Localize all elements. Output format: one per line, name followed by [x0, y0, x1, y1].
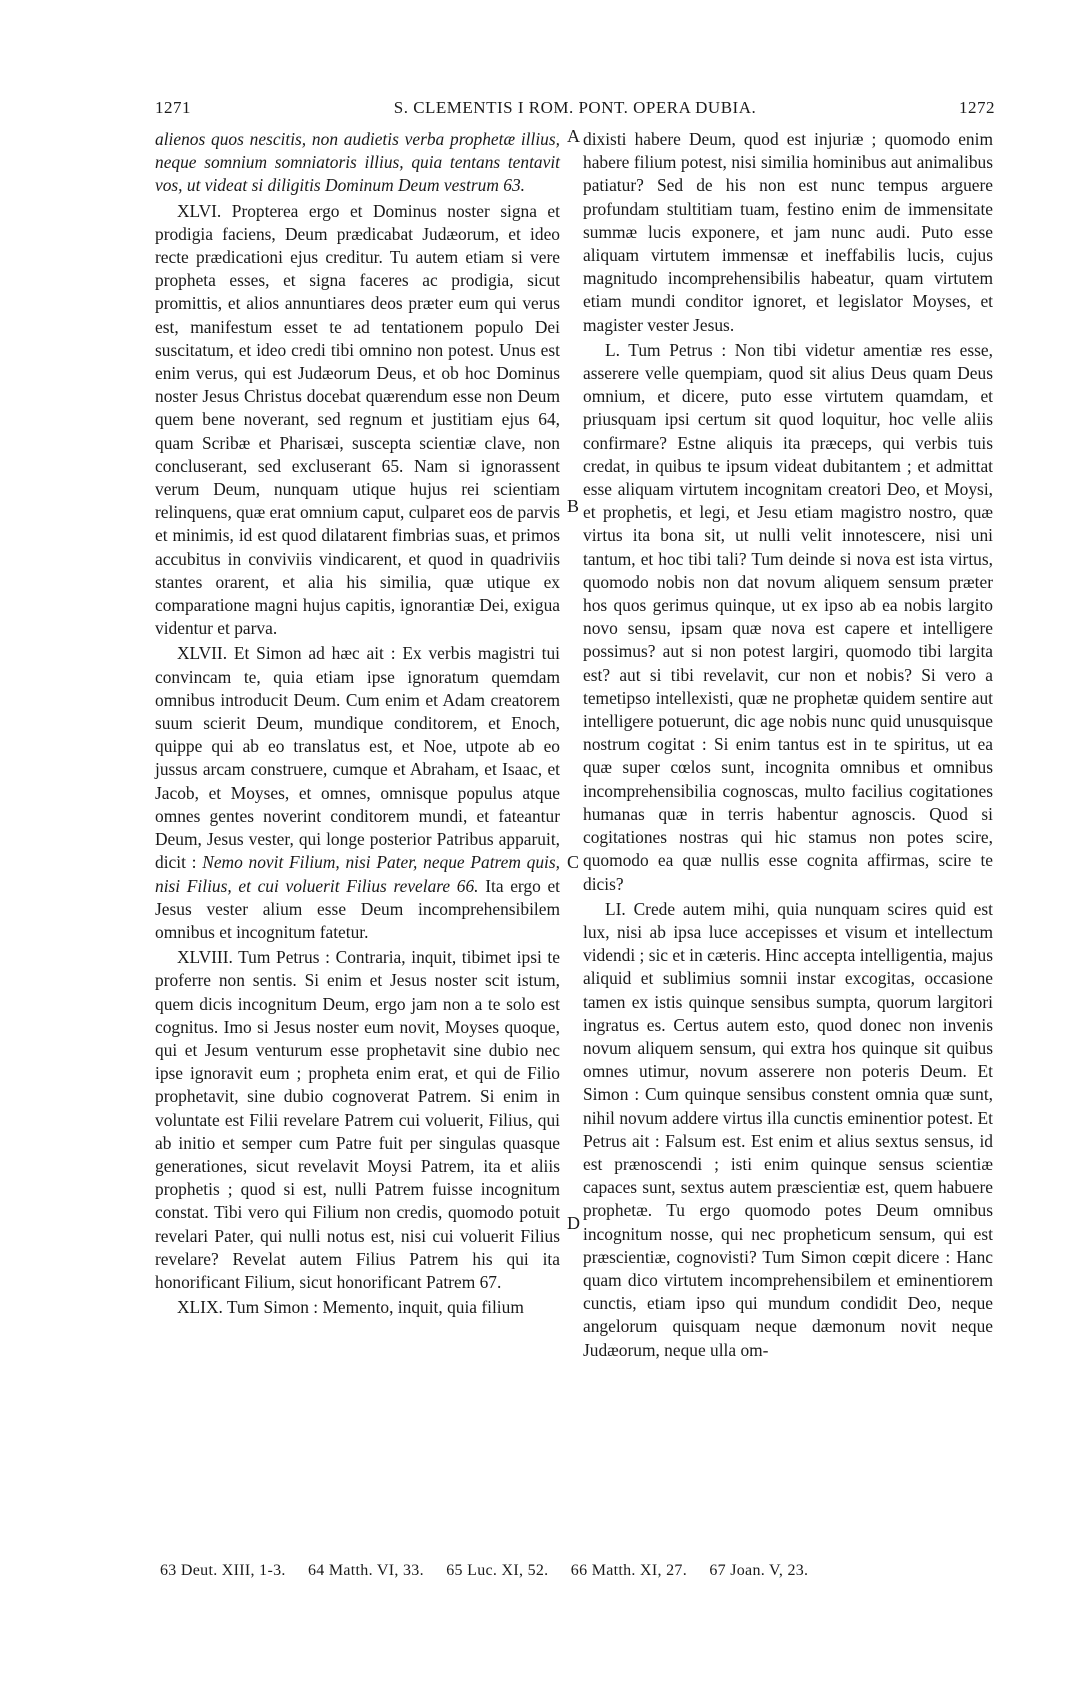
left-paragraph-xlix: XLIX. Tum Simon : Memento, inquit, quia filium — [177, 1297, 524, 1318]
footnote-63: 63 Deut. XIII, 1-3. — [160, 1562, 286, 1579]
left-paragraph-0: alienos quos nescitis, non audietis verba prophetæ illius, neque somnium somniatoris illius, quia tentans tentavit vos, ut videat si diligitis Dominum Deum vestrum 63. — [155, 129, 560, 196]
footnotes — [160, 1562, 1000, 1580]
running-header — [155, 98, 995, 124]
column-marker-c: C — [567, 852, 580, 872]
left-paragraph-xlvii-quote: Nemo novit Filium, nisi Pater, neque Patrem quis, nisi Filius, et cui voluerit Filius revelare 66. — [155, 852, 560, 896]
right-paragraph-l: L. Tum Petrus : Non tibi videtur amentiæ res esse, asserere velle quempiam, quod sit alius Deus quam Deus omnium, et dicere, puto esse virtutem quamdam, et priusquam ipsi certum sit quod loquitur, hoc velle aliis confirmare? Estne aliquis ita præceps, qui verbis tuis credat, in quibus te ipsum videat dubitantem ; et admittat esse aliquam virtutem incognitam creatori Deo, et Moysi, et prophetis, et legi, et Jesu etiam magistro nostro, quæ virtus ita bona sit, ut nulli velit innotescere, nisi uni tantum, et hoc tibi tali? Tum deinde si nova est ista virtus, quomodo nobis non dat novum aliquem sensum præter hos quos gerimus quinque, ut ex ipso ab ea nobis largito novo sensu, ipsam quæ nova est capere et intelligere possimus? aut si non potest largiri, quomodo tibi largita est? aut si tibi revelavit, cur non et nobis? Si vero a temetipso intellexisti, quæ ne prophetæ quidem sentire aut intelligere potuerunt, dic age nobis nunc quid unusquisque nostrum cogitat : Si enim tantus est in te spiritus, ut ea quæ super cœlos sunt, incognita omnibus et omnibus incomprehensibilia cognoscas, multo facilius cogitationes humanas quæ in terris habentur agnoscis. Quod si cogitationes nostras qui hic stamus non potes scire, quomodo ea quæ nullis esse cognita affirmas, scire te dicis? — [583, 339, 993, 894]
page-number-right: 1272 — [959, 98, 995, 117]
left-column — [155, 128, 560, 1321]
right-paragraph-li: LI. Crede autem mihi, quia nunquam scires quid est lux, nisi ab ipsa luce accepisses et visum et intellectum videndi ; sic et in cæteris. Hinc accepta intelligentia, majus aliquid et sublimius somnii instar excogitas, occasione tamen ex istis quinque sensibus sumpta, quorum largitori ingratus es. Certus autem esto, quod donec non invenis novum aliquem sensum, qui extra hos quinque sit quibus omnes utimur, novum asserere non poteris Deum. Et Simon : Cum quinque sensibus constent omnia quæ sunt, nihil novum addere virtus illa cunctis eminentior potest. Et Petrus ait : Falsum est. Est enim et alius sextus sensus, id est prænoscendi ; isti enim quinque sensus scientiæ capaces sunt, sextus autem præscientiæ est, quem habuere prophetæ. Tu ergo quomodo potes Deum omnibus incognitum nosse, qui nec propheticum sensum, qui est præscientiæ, cognovisti? Tum Simon cœpit dicere : Hanc quam dico virtutem incomprehensibilem et eminentiorem cunctis, etiam ipso qui mundum condidit Deo, neque angelorum quisquam neque dæmonum novit neque Judæorum, neque ulla om- — [583, 898, 994, 1360]
right-column — [583, 128, 993, 1364]
left-paragraph-xlvii-tail: Ita ergo et Jesus vester alium esse Deum incomprehensibilem omnibus et incognitum fatetur. — [155, 875, 560, 942]
column-marker-d: D — [567, 1213, 580, 1233]
left-paragraph-xlvi: XLVI. Propterea ergo et Dominus noster signa et prodigia faciens, Deum prædicabat Judæorum, et ideo recte prædicationi ejus creditur. Tu autem etiam si vere propheta esses, et signa faceres ac prodigia, sicut promittis, et alios annuntiares deos præter eum qui verus est, manifestum esset te ad tentationem populo Dei suscitatum, et ideo credi tibi omnino non potest. Unus est enim verus, qui est Judæorum Deus, et ob hoc Dominus noster Jesus Christus docebat quærendum esse non Deum quem bene noverant, sed regnum et justitiam ejus 64, quam Scribæ et Pharisæi, suscepta scientiæ clave, non concluserant, sed excluserant 65. Nam si ignorassent verum Deum, nunquam utique hujus rei scientiam relinquens, quæ erat omnium caput, culparet eos de parvis et minimis, id est quod dilatarent fimbrias suas, et primos accubitus in conviviis vindicarent, et quod in quadriviis stantes orarent, et alia his similia, quæ utique ex comparatione magni hujus capitis, ignorantiæ Dei, exigua videntur et parva. — [155, 200, 560, 639]
left-paragraph-xlvii — [155, 642, 560, 944]
column-marker-b: B — [567, 496, 580, 516]
footnote-65: 65 Luc. XI, 52. — [446, 1562, 549, 1579]
footnote-66: 66 Matth. XI, 27. — [570, 1562, 687, 1579]
footnote-64: 64 Matth. VI, 33. — [307, 1562, 424, 1579]
left-paragraph-xlvii-text: XLVII. Et Simon ad hæc ait : Ex verbis magistri tui convincam te, quia etiam ipse ignoratum quemdam omnibus introducit Deum. Cum enim et Adam creatorem suum scierit Deum, mundique conditorem, et Enoch, quippe qui ab eo translatus est, et Noe, utpote ab eo jussus arcam construere, cumque et Abraham, et Isaac, et Jacob, et Moyses, et omnes, omnisque populus atque omnes gentes noverint conditorem mundi, et fateantur Deum, Jesus vester, qui longe posterior Patribus apparuit, dicit : — [155, 643, 560, 873]
page-number-left: 1271 — [155, 98, 191, 117]
left-paragraph-xlviii: XLVIII. Tum Petrus : Contraria, inquit, tibimet ipsi te proferre non sentis. Si enim et Jesus noster scit istum, quem dicis incognitum Deum, ergo jam non a te solo est cognitus. Imo si Jesus noster eum novit, Moyses quoque, qui et Jesum venturum esse prophetavit sine dubio nec ipse ignoravit eum ; propheta enim erat, et qui de Filio prophetavit, sine dubio cognoverat Patrem. Si enim in voluntate est Filii revelare Patrem cui voluerit, Filius, qui ab initio et semper cum Patre fuit per singulas quasque generationes, sicut revelavit Moysi Patrem, ita et aliis prophetis ; quod si est, nulli Patrem fuisse incognitum constat. Tibi vero qui Filium non credis, quomodo potuit revelari Pater, qui nulli notus est, nisi cui voluerit Filius revelare? Revelat autem Filius Patrem his qui ita honorificant Filium, sicut honorificant Patrem 67. — [155, 947, 560, 1292]
footnote-67: 67 Joan. V, 23. — [709, 1562, 809, 1579]
column-marker-a: A — [567, 126, 580, 146]
running-title: S. CLEMENTIS I ROM. PONT. OPERA DUBIA. — [393, 98, 757, 117]
right-paragraph-0: dixisti habere Deum, quod est injuriæ ; quomodo enim habere filium potest, nisi similia hominibus aut animalibus patiatur? Sed de his non est nunc tempus arguere profundam stultitiam tuam, festino enim de immensitate summæ lucis exponere, et jam nunc audi. Puto esse aliquam virtutem immensæ et ineffabilis lucis, cujus magnitudo incomprehensibilis habeatur, quam virtutem etiam mundi conditor ignoret, et legislator Moyses, et magister vester Jesus. — [583, 129, 993, 335]
